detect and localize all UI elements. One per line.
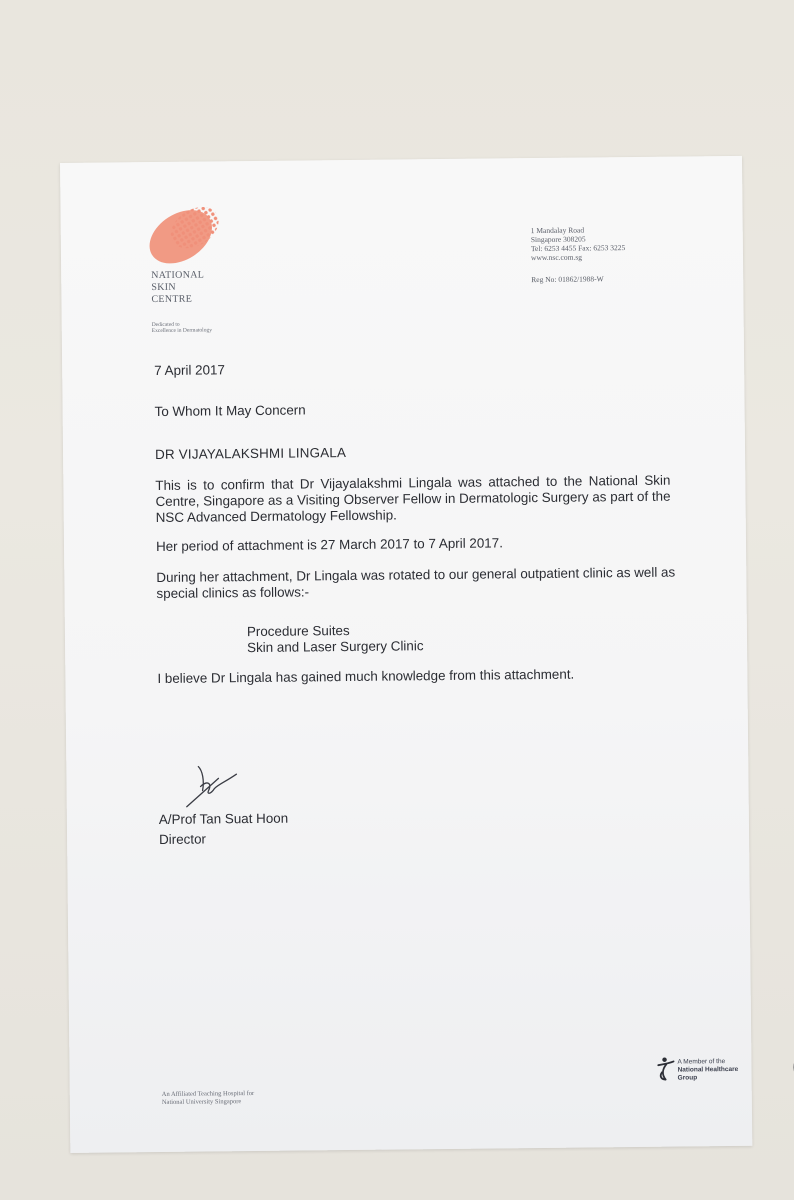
address-block <box>531 225 626 284</box>
affiliation-line: National University Singapore <box>161 1098 242 1106</box>
nhg-line: A Member of the <box>677 1058 726 1066</box>
org-name <box>151 269 204 306</box>
website: www.nsc.com.sg <box>530 252 583 263</box>
paragraph-closing: I believe Dr Lingala has gained much knowledge from this attachment. <box>157 666 575 687</box>
phone-fax: Tel: 6253 4455 Fax: 6253 3225 <box>530 243 626 254</box>
nhg-logo-icon <box>656 1055 674 1083</box>
tagline <box>152 321 212 334</box>
nhg-text <box>677 1058 751 1083</box>
affiliation-line: An Affiliated Teaching Hospital for <box>161 1090 255 1098</box>
letter-page <box>60 156 752 1153</box>
clinic-item: Skin and Laser Surgery Clinic <box>247 638 424 656</box>
registration-number: Reg No: 01862/1988-W <box>531 274 604 285</box>
tagline-line: Excellence in Dermatology <box>151 327 212 335</box>
nsc-logo-icon <box>144 203 225 266</box>
affiliation-note <box>162 1090 255 1107</box>
paragraph-period: Her period of attachment is 27 March 2017 to 7 April 2017. <box>155 535 503 555</box>
signature-icon <box>178 756 239 809</box>
address-line: Singapore 308205 <box>530 234 586 245</box>
nhg-badge <box>656 1054 751 1083</box>
signatory-block <box>159 809 289 850</box>
letter-date: 7 April 2017 <box>154 362 225 379</box>
org-name-line: CENTRE <box>151 293 193 306</box>
signatory-name: A/Prof Tan Suat Hoon <box>158 810 289 828</box>
org-name-line: NATIONAL <box>151 269 205 282</box>
signatory-title: Director <box>159 831 207 847</box>
org-name-line: SKIN <box>151 281 176 294</box>
clinic-item: Procedure Suites <box>246 622 350 640</box>
paragraph-rotation: During her attachment, Dr Lingala was rotated to our general outpatient clinic as well as special clinics as follows:- <box>156 564 676 602</box>
tagline-line: Dedicated to <box>151 321 180 329</box>
recipient-name: DR VIJAYALAKSHMI LINGALA <box>154 445 347 463</box>
salutation: To Whom It May Concern <box>154 402 306 420</box>
clinic-list <box>247 622 424 656</box>
paragraph-confirmation: This is to confirm that Dr Vijayalakshmi Lingala was attached to the National Skin Centre, Singapore as a Visiting Observer Fellow in Dermatologic Surgery as part of the NSC Advanced Dermatology Fellowship. <box>155 472 671 526</box>
nhg-line: National Healthcare Group <box>677 1065 739 1082</box>
address-line: 1 Mandalay Road <box>530 225 585 236</box>
